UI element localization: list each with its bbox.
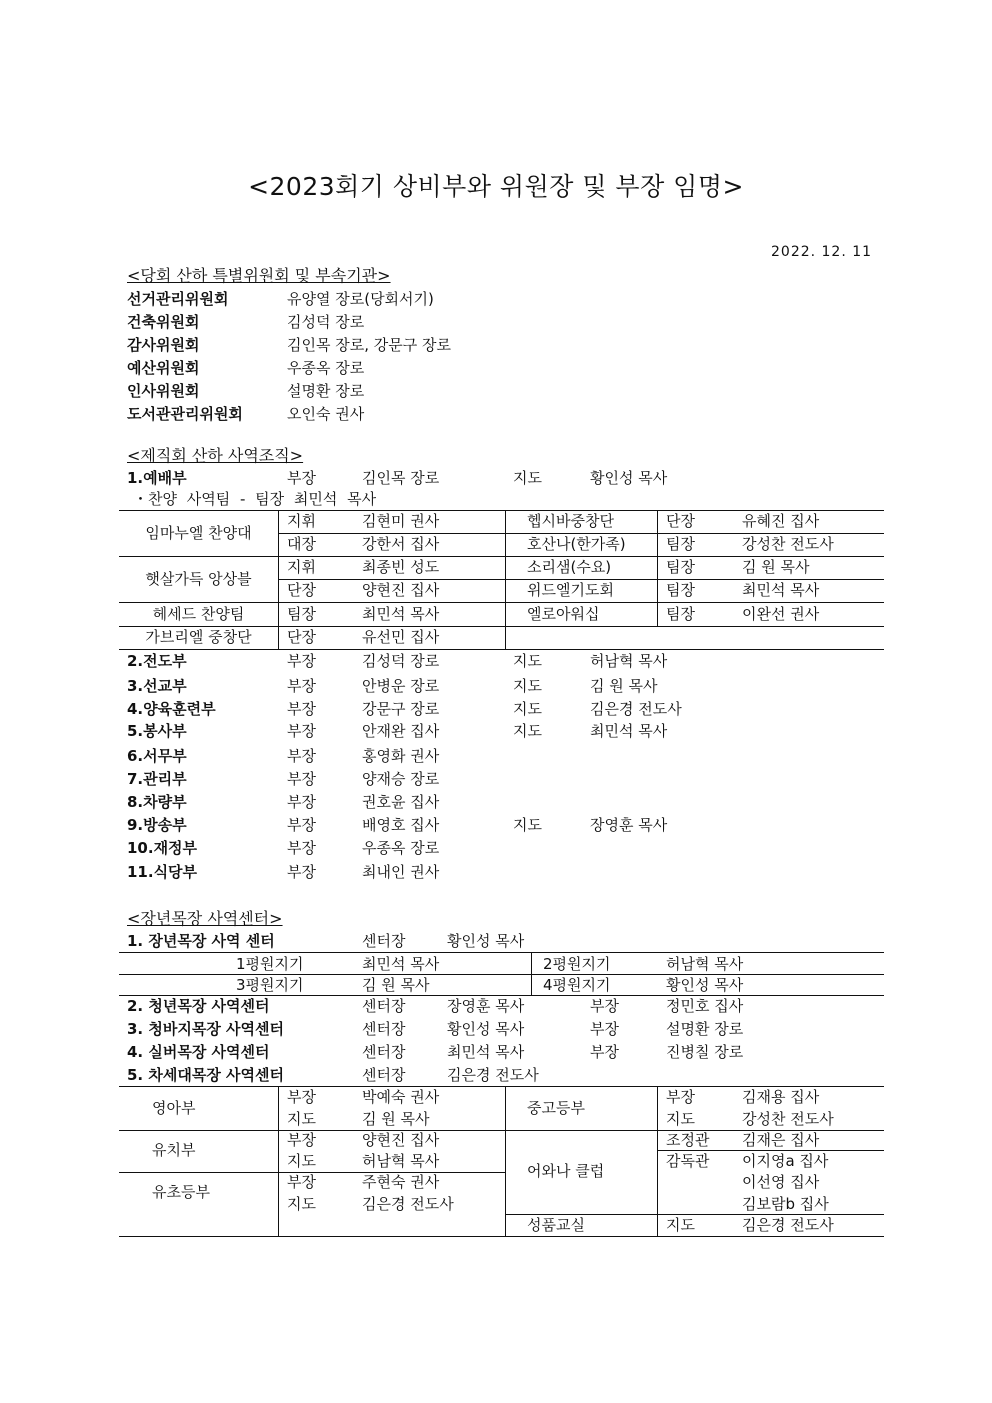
section-heading-centers: <장년목장 사역센터> [127,909,283,928]
choir-role: 단장 [287,628,316,646]
dept-person: 양재승 장로 [362,770,440,788]
committee-value: 유양열 장로(당회서기) [287,290,434,308]
table-rule [278,1086,279,1236]
dept-role: 부장 [287,700,316,718]
nextgen-group: 유초등부 [152,1183,210,1201]
nextgen-person: 이지영a 집사 [742,1152,829,1170]
center-name: 1. 장년목장 사역 센터 [127,932,275,950]
choir-group: 호산나(한가족) [527,535,626,553]
committee-value: 오인숙 권사 [287,405,365,423]
dept-person2: 장영훈 목사 [590,816,668,834]
table-rule [119,952,884,953]
committee-label: 감사위원회 [127,336,200,354]
dept-role2: 지도 [513,816,542,834]
district-person: 최민석 목사 [362,955,440,973]
center-role: 센터장 [362,932,406,950]
dept-name: 8.차량부 [127,793,187,811]
dept-role: 부장 [287,747,316,765]
committee-label: 선거관리위원회 [127,290,229,308]
dept-name: 5.봉사부 [127,722,187,740]
table-rule [119,649,884,650]
center-name: 3. 청바지목장 사역센터 [127,1020,284,1038]
district-name: 1평원지기 [236,955,304,973]
dept-name: 4.양육훈련부 [127,700,216,718]
choir-group: 햇살가득 앙상블 [145,570,252,588]
committee-label: 인사위원회 [127,382,200,400]
table-rule [657,510,658,626]
center-role2: 부장 [590,997,619,1015]
choir-person: 이완선 권사 [742,605,820,623]
choir-role: 지휘 [287,512,316,530]
dept-role2: 지도 [513,700,542,718]
dept-person2: 황인성 목사 [590,469,668,487]
dept-person: 안병운 장로 [362,677,440,695]
district-person: 김 원 목사 [362,976,430,994]
table-rule [278,510,279,649]
dept-role2: 지도 [513,677,542,695]
dept-role: 부장 [287,722,316,740]
nextgen-person: 김재용 집사 [742,1088,820,1106]
dept-person: 강문구 장로 [362,700,440,718]
nextgen-role: 감독관 [666,1152,710,1170]
dept-person: 배영호 집사 [362,816,440,834]
nextgen-group: 영아부 [152,1099,196,1117]
dept-role2: 지도 [513,652,542,670]
center-person: 김은경 전도사 [447,1066,539,1084]
nextgen-person: 주현숙 권사 [362,1173,440,1191]
center-role: 센터장 [362,1043,406,1061]
dept-role2: 지도 [513,469,542,487]
center-person2: 설명환 장로 [666,1020,744,1038]
choir-role: 대장 [287,535,316,553]
center-role: 센터장 [362,1020,406,1038]
district-name: 2평원지기 [543,955,611,973]
committee-label: 예산위원회 [127,359,200,377]
center-role2: 부장 [590,1043,619,1061]
choir-person: 양현진 집사 [362,581,440,599]
dept-person: 김성덕 장로 [362,652,440,670]
nextgen-person: 김은경 전도사 [742,1216,834,1234]
choir-group: 엘로아워십 [527,605,600,623]
choir-group: 가브리엘 중창단 [145,628,252,646]
nextgen-role: 부장 [287,1173,316,1191]
dept-role: 부장 [287,816,316,834]
nextgen-role: 지도 [666,1216,695,1234]
dept-role: 부장 [287,469,316,487]
dept-role: 부장 [287,839,316,857]
dept-name: 9.방송부 [127,816,187,834]
dept-person: 최내인 권사 [362,863,440,881]
nextgen-person: 이선영 집사 [742,1173,820,1191]
nextgen-person: 박예숙 권사 [362,1088,440,1106]
dept-role: 부장 [287,863,316,881]
committee-label: 건축위원회 [127,313,200,331]
dept-name: 3.선교부 [127,677,187,695]
committee-value: 김인목 장로, 강문구 장로 [287,336,451,354]
dept-person2: 김 원 목사 [590,677,658,695]
center-name: 4. 실버목장 사역센터 [127,1043,270,1061]
nextgen-role: 부장 [666,1088,695,1106]
choir-person: 최종빈 성도 [362,558,440,576]
center-name: 2. 청년목장 사역센터 [127,997,270,1015]
nextgen-person: 김보람b 집사 [742,1195,829,1213]
center-role: 센터장 [362,997,406,1015]
dept-role2: 지도 [513,722,542,740]
committee-value: 우종옥 장로 [287,359,365,377]
choir-group: 헤세드 찬양팀 [152,605,245,623]
choir-role: 단장 [666,512,695,530]
nextgen-role: 지도 [287,1152,316,1170]
table-rule [119,602,884,603]
nextgen-person: 강성찬 전도사 [742,1110,834,1128]
district-person: 황인성 목사 [666,976,744,994]
choir-role: 지휘 [287,558,316,576]
dept-role: 부장 [287,793,316,811]
nextgen-group: 어와나 클럽 [527,1162,605,1180]
table-rule [657,1086,658,1236]
center-person: 최민석 목사 [447,1043,525,1061]
center-person: 황인성 목사 [447,1020,525,1038]
nextgen-person: 김은경 전도사 [362,1195,454,1213]
page-title: <2023회기 상비부와 위원장 및 부장 임명> [248,172,744,201]
dept-person2: 김은경 전도사 [590,700,682,718]
choir-person: 최민석 목사 [742,581,820,599]
dept-name: 7.관리부 [127,770,187,788]
choir-role: 팀장 [287,605,316,623]
choir-group: 위드엘기도회 [527,581,614,599]
choir-role: 팀장 [666,558,695,576]
choir-person: 강한서 집사 [362,535,440,553]
table-rule [119,1236,884,1237]
nextgen-group: 유치부 [152,1141,196,1159]
choir-person: 최민석 목사 [362,605,440,623]
nextgen-role: 부장 [287,1131,316,1149]
praise-team-line: ・찬양 사역팀 - 팀장 최민석 목사 [133,490,377,508]
choir-group: 임마누엘 찬양대 [145,524,252,542]
section-heading-committees: <당회 산하 특별위원회 및 부속기관> [127,266,391,285]
choir-role: 팀장 [666,605,695,623]
center-person: 장영훈 목사 [447,997,525,1015]
table-rule [505,1086,506,1236]
dept-role: 부장 [287,770,316,788]
choir-person: 유혜진 집사 [742,512,820,530]
committee-value: 설명환 장로 [287,382,365,400]
choir-person: 유선민 집사 [362,628,440,646]
nextgen-group: 중고등부 [527,1099,585,1117]
center-person: 황인성 목사 [447,932,525,950]
dept-name: 6.서무부 [127,747,187,765]
choir-group: 헵시바중창단 [527,512,614,530]
dept-person: 김인목 장로 [362,469,440,487]
dept-role: 부장 [287,652,316,670]
dept-person: 홍영화 권사 [362,747,440,765]
nextgen-person: 김 원 목사 [362,1110,430,1128]
dept-role: 부장 [287,677,316,695]
center-name: 5. 차세대목장 사역센터 [127,1066,284,1084]
nextgen-person: 김재은 집사 [742,1131,820,1149]
nextgen-role: 부장 [287,1088,316,1106]
dept-name: 2.전도부 [127,652,187,670]
table-rule [531,952,532,995]
nextgen-role: 조정관 [666,1131,710,1149]
dept-name: 10.재정부 [127,839,198,857]
table-rule [119,974,884,975]
dept-name: 11.식당부 [127,863,198,881]
dept-person: 우종옥 장로 [362,839,440,857]
choir-role: 팀장 [666,535,695,553]
dept-person2: 허남혁 목사 [590,652,668,670]
choir-role: 팀장 [666,581,695,599]
dept-name: 1.예배부 [127,469,187,487]
choir-group: 소리샘(수요) [527,558,612,576]
center-person2: 진병칠 장로 [666,1043,744,1061]
nextgen-role: 지도 [287,1110,316,1128]
table-rule [505,510,506,649]
choir-person: 김현미 권사 [362,512,440,530]
dept-person: 안재완 집사 [362,722,440,740]
choir-person: 강성찬 전도사 [742,535,834,553]
dept-person: 권호윤 집사 [362,793,440,811]
district-name: 4평원지기 [543,976,611,994]
committee-label: 도서관관리위원회 [127,405,243,423]
nextgen-person: 허남혁 목사 [362,1152,440,1170]
nextgen-role: 지도 [666,1110,695,1128]
nextgen-person: 양현진 집사 [362,1131,440,1149]
document-date: 2022. 12. 11 [771,244,873,260]
committee-value: 김성덕 장로 [287,313,365,331]
district-name: 3평원지기 [236,976,304,994]
center-person2: 정민호 집사 [666,997,744,1015]
nextgen-role: 지도 [287,1195,316,1213]
center-role: 센터장 [362,1066,406,1084]
section-heading-ministry: <제직회 산하 사역조직> [127,446,304,465]
center-role2: 부장 [590,1020,619,1038]
nextgen-group: 성품교실 [527,1216,585,1234]
choir-person: 김 원 목사 [742,558,810,576]
district-person: 허남혁 목사 [666,955,744,973]
choir-role: 단장 [287,581,316,599]
dept-person2: 최민석 목사 [590,722,668,740]
